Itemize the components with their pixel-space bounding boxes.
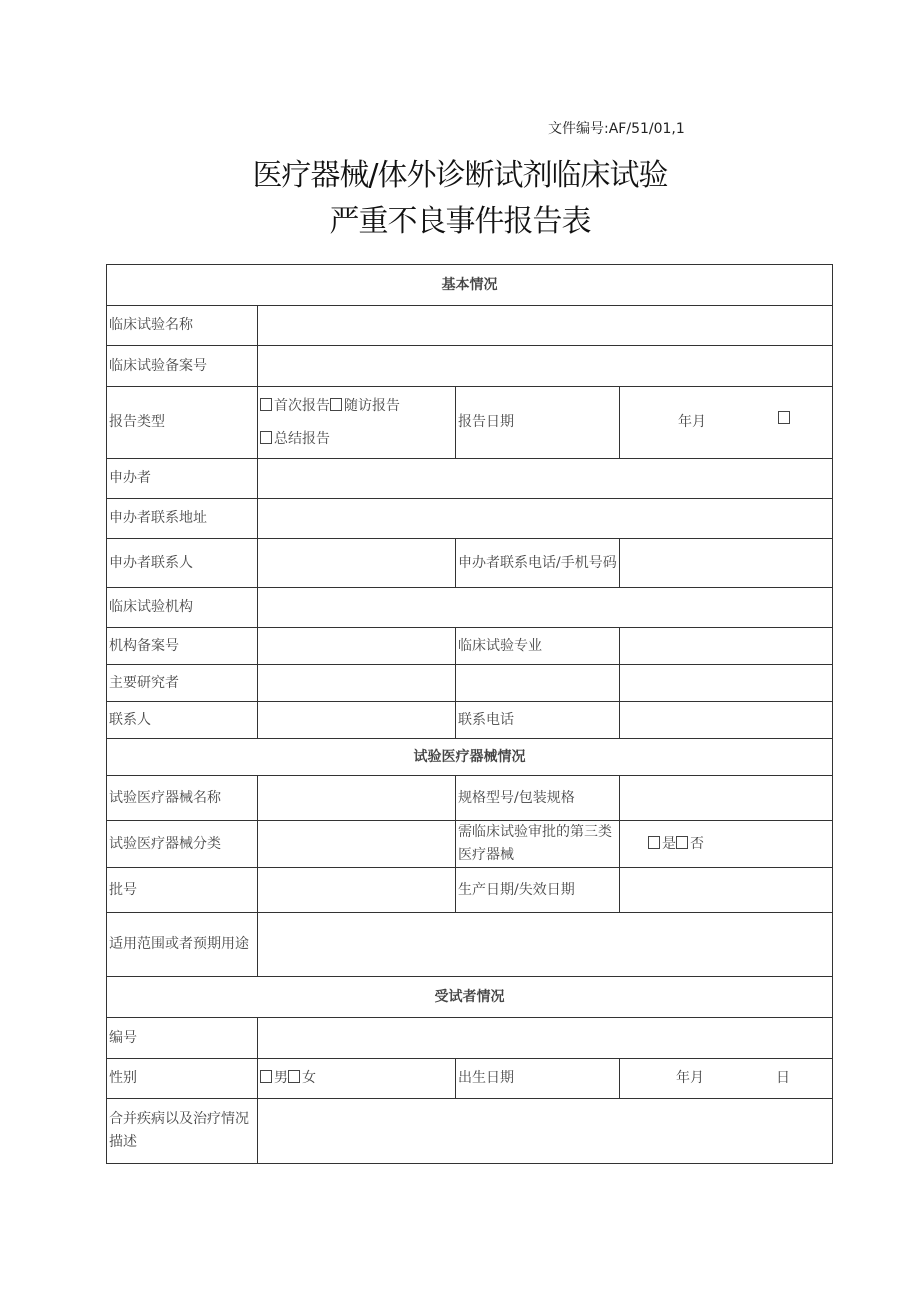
option-female: 女 <box>302 1070 316 1086</box>
label-contact: 联系人 <box>107 702 258 739</box>
section-header-basic: 基本情况 <box>107 265 833 306</box>
label-institution-record-no: 机构备案号 <box>107 628 258 665</box>
label-sponsor-contact: 申办者联系人 <box>107 539 258 588</box>
table-row <box>107 1018 833 1059</box>
checkbox-summary-report[interactable] <box>260 431 272 444</box>
label-device-category: 试验医疗器械分类 <box>107 821 258 868</box>
birth-year-month: 年月 <box>676 1070 704 1086</box>
field-device-name[interactable] <box>258 776 456 821</box>
table-row <box>107 702 833 739</box>
field-report-type <box>258 387 456 459</box>
table-row <box>107 306 833 346</box>
option-no: 否 <box>690 835 704 852</box>
table-row <box>107 588 833 628</box>
table-row <box>107 665 833 702</box>
checkbox-male[interactable] <box>260 1070 272 1083</box>
birth-day: 日 <box>776 1070 790 1086</box>
table-row <box>107 459 833 499</box>
label-subject-id: 编号 <box>107 1018 258 1059</box>
label-device-name: 试验医疗器械名称 <box>107 776 258 821</box>
field-history[interactable] <box>258 1099 833 1164</box>
field-pi-extra-2[interactable] <box>620 665 833 702</box>
section-row-subject <box>107 977 833 1018</box>
label-report-date: 报告日期 <box>456 387 620 459</box>
table-row <box>107 776 833 821</box>
field-class3 <box>620 821 833 868</box>
label-contact-phone: 联系电话 <box>456 702 620 739</box>
field-scope[interactable] <box>258 913 833 977</box>
table-row <box>107 499 833 539</box>
label-specialty: 临床试验专业 <box>456 628 620 665</box>
label-sex: 性别 <box>107 1059 258 1099</box>
table-row <box>107 821 833 868</box>
field-pi-extra[interactable] <box>456 665 620 702</box>
label-dates: 生产日期/失效日期 <box>456 868 620 913</box>
table-row <box>107 539 833 588</box>
label-report-type: 报告类型 <box>107 387 258 459</box>
option-followup-report: 随访报告 <box>344 397 400 414</box>
label-batch: 批号 <box>107 868 258 913</box>
table-row <box>107 868 833 913</box>
option-yes: 是 <box>662 835 676 852</box>
field-sponsor-contact[interactable] <box>258 539 456 588</box>
field-sex <box>258 1059 456 1099</box>
section-header-subject: 受试者情况 <box>107 977 833 1018</box>
option-male: 男 <box>274 1070 288 1086</box>
field-report-date[interactable] <box>620 387 833 459</box>
report-form-table <box>106 264 833 1164</box>
table-row <box>107 387 833 459</box>
checkbox-no[interactable] <box>676 836 688 849</box>
field-trial-record-no[interactable] <box>258 346 833 387</box>
section-row-device <box>107 739 833 776</box>
field-contact-phone[interactable] <box>620 702 833 739</box>
field-specialty[interactable] <box>620 628 833 665</box>
label-pi: 主要研究者 <box>107 665 258 702</box>
checkbox-yes[interactable] <box>648 836 660 849</box>
section-header-device: 试验医疗器械情况 <box>107 739 833 776</box>
table-row <box>107 1099 833 1164</box>
field-birth[interactable] <box>620 1059 833 1099</box>
field-sponsor-address[interactable] <box>258 499 833 539</box>
document-number: 文件编号:AF/51/01,1 <box>548 121 685 137</box>
table-row <box>107 913 833 977</box>
field-institution-record-no[interactable] <box>258 628 456 665</box>
label-sponsor: 申办者 <box>107 459 258 499</box>
label-sponsor-address: 申办者联系地址 <box>107 499 258 539</box>
field-sponsor-phone[interactable] <box>620 539 833 588</box>
field-contact[interactable] <box>258 702 456 739</box>
table-row <box>107 346 833 387</box>
label-trial-record-no: 临床试验备案号 <box>107 346 258 387</box>
label-sponsor-phone: 申办者联系电话/手机号码 <box>456 539 620 588</box>
checkbox-first-report[interactable] <box>260 398 272 411</box>
field-dates[interactable] <box>620 868 833 913</box>
label-history: 合并疾病以及治疗情况描述 <box>107 1099 258 1164</box>
report-date-year-month: 年月 <box>678 414 706 430</box>
field-trial-name[interactable] <box>258 306 833 346</box>
form-title-line1: 医疗器械/体外诊断试剂临床试验 <box>252 158 668 193</box>
option-first-report: 首次报告 <box>274 397 330 414</box>
checkbox-followup-report[interactable] <box>330 398 342 411</box>
label-class3: 需临床试验审批的第三类医疗器械 <box>456 821 620 868</box>
label-trial-name: 临床试验名称 <box>107 306 258 346</box>
section-row-basic <box>107 265 833 306</box>
form-title-line2: 严重不良事件报告表 <box>329 204 591 239</box>
label-scope: 适用范围或者预期用途 <box>107 913 258 977</box>
label-institution: 临床试验机构 <box>107 588 258 628</box>
table-row <box>107 1059 833 1099</box>
checkbox-female[interactable] <box>288 1070 300 1083</box>
field-sponsor[interactable] <box>258 459 833 499</box>
field-institution[interactable] <box>258 588 833 628</box>
table-row <box>107 628 833 665</box>
field-device-category[interactable] <box>258 821 456 868</box>
field-device-spec[interactable] <box>620 776 833 821</box>
option-summary-report: 总结报告 <box>274 430 330 447</box>
label-birth: 出生日期 <box>456 1059 620 1099</box>
field-subject-id[interactable] <box>258 1018 833 1059</box>
label-device-spec: 规格型号/包装规格 <box>456 776 620 821</box>
field-batch[interactable] <box>258 868 456 913</box>
report-date-day-box <box>778 411 790 424</box>
field-pi[interactable] <box>258 665 456 702</box>
